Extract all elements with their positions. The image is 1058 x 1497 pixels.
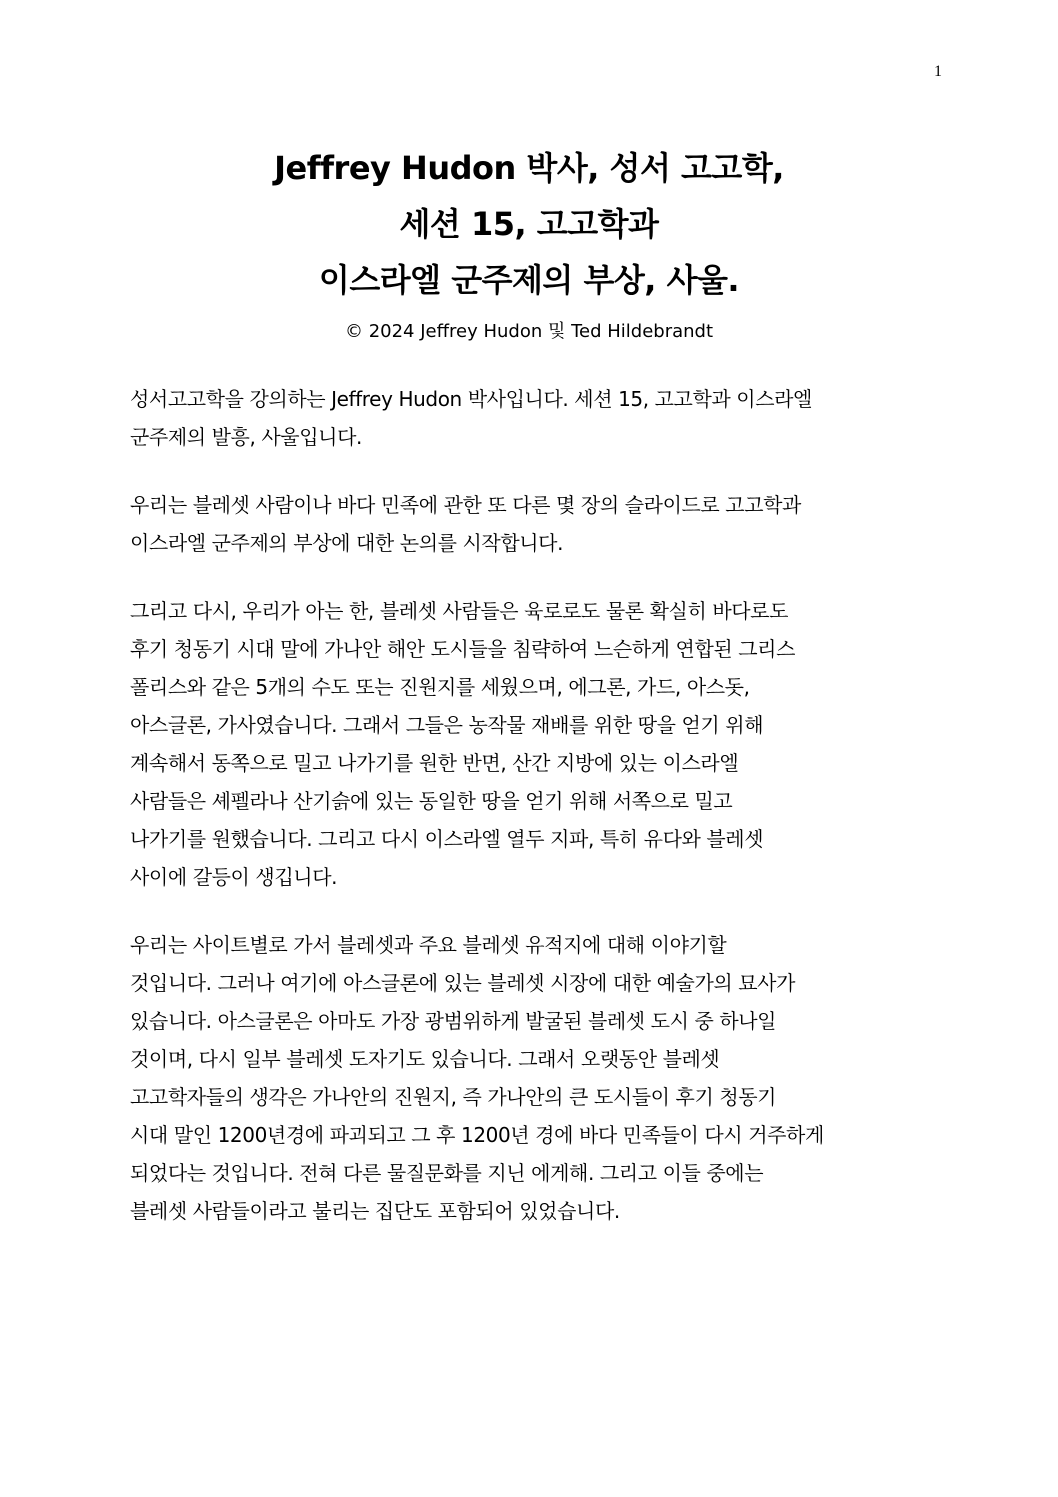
text-line: 것이며, 다시 일부 블레셋 도자기도 있습니다. 그래서 오랫동안 블레셋 [130, 1047, 720, 1071]
text-line: 계속해서 동쪽으로 밀고 나가기를 원한 반면, 산간 지방에 있는 이스라엘 [130, 751, 739, 775]
paragraph-discussion-start [130, 486, 930, 562]
text-line: 우리는 사이트별로 가서 블레셋과 주요 블레셋 유적지에 대해 이야기할 [130, 933, 727, 957]
document-body [130, 380, 930, 1260]
paragraph-intro [130, 380, 930, 456]
title-line: 이스라엘 군주제의 부상, 사울. [318, 261, 740, 299]
text-line: 시대 말인 1200년경에 파괴되고 그 후 1200년 경에 바다 민족들이 다시 거주하게 [130, 1123, 824, 1147]
text-line: 폴리스와 같은 5개의 수도 또는 진원지를 세웠으며, 에그론, 가드, 아스돗, [130, 675, 750, 699]
paragraph-philistine-cities [130, 592, 930, 896]
text-line: 군주제의 발흥, 사울입니다. [130, 425, 362, 449]
text-line: 성서고고학을 강의하는 Jeffrey Hudon 박사입니다. 세션 15, 고고학과 이스라엘 [130, 387, 812, 411]
text-line: 아스글론, 가사였습니다. 그래서 그들은 농작물 재배를 위한 땅을 얻기 위해 [130, 713, 764, 737]
text-line: 되었다는 것입니다. 전혀 다른 물질문화를 지닌 에게해. 그리고 이들 중에는 [130, 1161, 764, 1185]
document-header [100, 140, 958, 344]
text-line: 그리고 다시, 우리가 아는 한, 블레셋 사람들은 육로로도 물론 확실히 바다로도 [130, 599, 789, 623]
title-line: 세션 15, 고고학과 [399, 205, 659, 243]
text-line: 후기 청동기 시대 말에 가나안 해안 도시들을 침략하여 느슨하게 연합된 그리스 [130, 637, 796, 661]
title-line: Jeffrey Hudon 박사, 성서 고고학, [274, 149, 784, 187]
text-line: 나가기를 원했습니다. 그리고 다시 이스라엘 열두 지파, 특히 유다와 블레셋 [130, 827, 764, 851]
text-line: 고고학자들의 생각은 가나안의 진원지, 즉 가나안의 큰 도시들이 후기 청동기 [130, 1085, 777, 1109]
text-line: 사이에 갈등이 생깁니다. [130, 865, 338, 889]
copyright-notice: © 2024 Jeffrey Hudon 및 Ted Hildebrandt [344, 321, 714, 342]
page-number: 1 [934, 63, 942, 80]
text-line: 것입니다. 그러나 여기에 아스글론에 있는 블레셋 시장에 대한 예술가의 묘사가 [130, 971, 796, 995]
text-line: 있습니다. 아스글론은 아마도 가장 광범위하게 발굴된 블레셋 도시 중 하나일 [130, 1009, 777, 1033]
text-line: 이스라엘 군주제의 부상에 대한 논의를 시작합니다. [130, 531, 564, 555]
text-line: 우리는 블레셋 사람이나 바다 민족에 관한 또 다른 몇 장의 슬라이드로 고고학과 [130, 493, 801, 517]
text-line: 사람들은 셰펠라나 산기슭에 있는 동일한 땅을 얻기 위해 서쪽으로 밀고 [130, 789, 733, 813]
text-line: 블레셋 사람들이라고 불리는 집단도 포함되어 있었습니다. [130, 1199, 620, 1223]
paragraph-ashkelon [130, 926, 930, 1230]
